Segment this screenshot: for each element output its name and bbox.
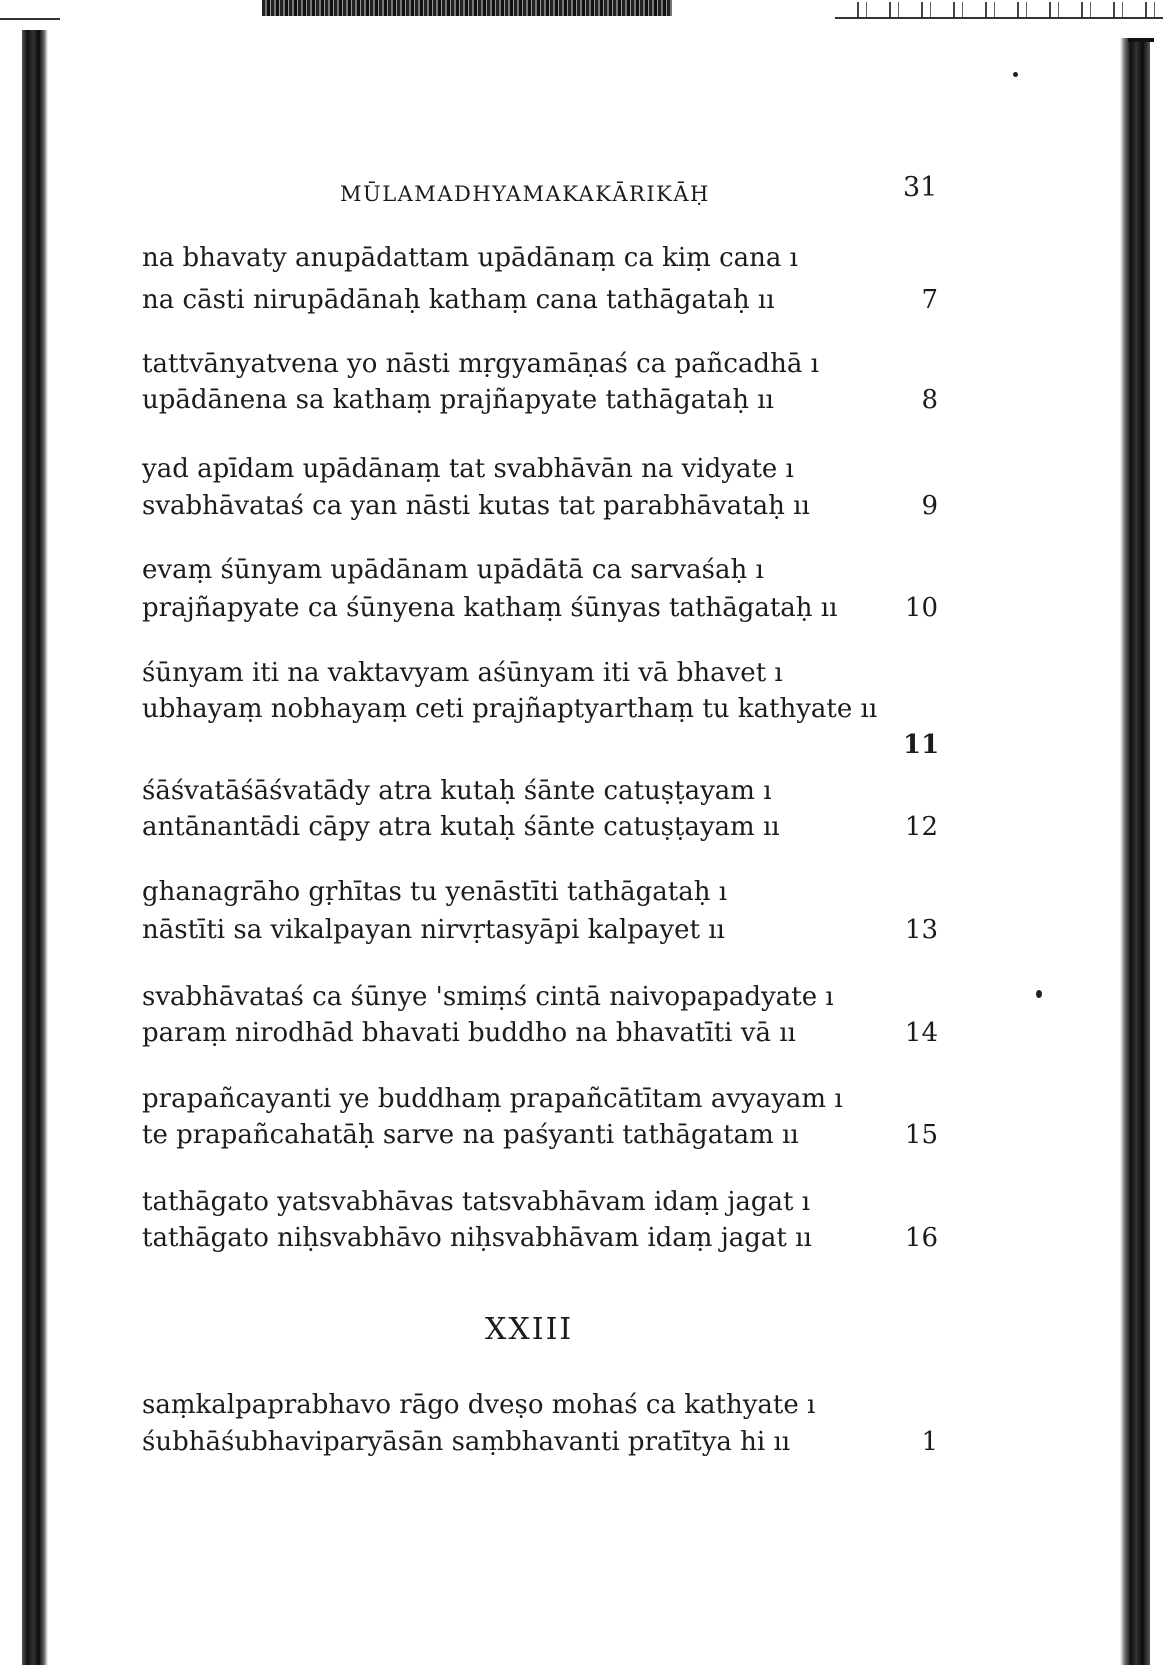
verse-line: svabhāvataś ca yan nāsti kutas tat parabhāvataḥ ıı bbox=[142, 491, 810, 521]
scan-edge-artifact-left bbox=[0, 0, 60, 20]
verse-line: śubhāśubhaviparyāsān saṃbhavanti pratītya hi ıı bbox=[142, 1427, 791, 1457]
scan-speck bbox=[1036, 990, 1042, 998]
running-title: MŪLAMADHYAMAKAKĀRIKĀḤ bbox=[340, 182, 710, 206]
verse-line: evaṃ śūnyam upādānam upādātā ca sarvaśaḥ ı bbox=[142, 555, 764, 585]
verse-number: 12 bbox=[904, 812, 938, 842]
verse-number: 11 bbox=[903, 730, 940, 760]
verse-number: 14 bbox=[904, 1018, 938, 1048]
verse-line: ubhayaṃ nobhayaṃ ceti prajñaptyarthaṃ tu kathyate ıı bbox=[142, 694, 878, 724]
chapter-heading: XXIII bbox=[485, 1312, 574, 1347]
verse-line: na bhavaty anupādattam upādānaṃ ca kiṃ cana ı bbox=[142, 243, 798, 273]
verse-line: te prapañcahatāḥ sarve na paśyanti tathāgatam ıı bbox=[142, 1120, 799, 1150]
verse-number: 15 bbox=[904, 1120, 938, 1150]
verse-line: prajñapyate ca śūnyena kathaṃ śūnyas tathāgataḥ ıı bbox=[142, 593, 838, 623]
verse-line: paraṃ nirodhād bhavati buddho na bhavatīti vā ıı bbox=[142, 1018, 796, 1048]
page-binding-corner bbox=[1128, 38, 1154, 42]
verse-line: antānantādi cāpy atra kutaḥ śānte catuṣṭayam ıı bbox=[142, 812, 780, 842]
verse-number: 8 bbox=[921, 385, 938, 415]
verse-line: na cāsti nirupādānaḥ kathaṃ cana tathāgataḥ ıı bbox=[142, 285, 775, 315]
verse-number: 9 bbox=[921, 491, 938, 521]
verse-number: 16 bbox=[904, 1223, 938, 1253]
verse-line: prapañcayanti ye buddhaṃ prapañcātītam avyayam ı bbox=[142, 1084, 843, 1114]
scan-edge-artifact-middle bbox=[262, 0, 672, 16]
verse-number: 1 bbox=[921, 1427, 938, 1457]
verse-number: 13 bbox=[904, 915, 938, 945]
page-binding-shadow-right bbox=[1120, 38, 1150, 1665]
verse-line: svabhāvataś ca śūnye 'smiṃś cintā naivopapadyate ı bbox=[142, 982, 834, 1012]
scan-speck bbox=[1013, 72, 1018, 77]
verse-line: upādānena sa kathaṃ prajñapyate tathāgataḥ ıı bbox=[142, 385, 774, 415]
verse-line: tattvānyatvena yo nāsti mṛgyamāṇaś ca pañcadhā ı bbox=[142, 349, 819, 379]
verse-line: saṃkalpaprabhavo rāgo dveṣo mohaś ca kathyate ı bbox=[142, 1390, 816, 1420]
verse-line: tathāgato niḥsvabhāvo niḥsvabhāvam idaṃ jagat ıı bbox=[142, 1223, 812, 1253]
verse-line: śāśvatāśāśvatādy atra kutaḥ śānte catuṣṭayam ı bbox=[142, 776, 772, 806]
page-binding-shadow-left bbox=[22, 30, 48, 1665]
verse-line: yad apīdam upādānaṃ tat svabhāvān na vidyate ı bbox=[142, 454, 794, 484]
page-number: 31 bbox=[903, 172, 938, 203]
verse-line: ghanagrāho gṛhītas tu yenāstīti tathāgataḥ ı bbox=[142, 877, 728, 907]
verse-number: 10 bbox=[904, 593, 938, 623]
scan-edge-artifact-right bbox=[835, 2, 1163, 19]
verse-line: tathāgato yatsvabhāvas tatsvabhāvam idaṃ jagat ı bbox=[142, 1187, 811, 1217]
verse-number: 7 bbox=[921, 285, 938, 315]
verse-line: śūnyam iti na vaktavyam aśūnyam iti vā bhavet ı bbox=[142, 658, 783, 688]
verse-line: nāstīti sa vikalpayan nirvṛtasyāpi kalpayet ıı bbox=[142, 915, 725, 945]
